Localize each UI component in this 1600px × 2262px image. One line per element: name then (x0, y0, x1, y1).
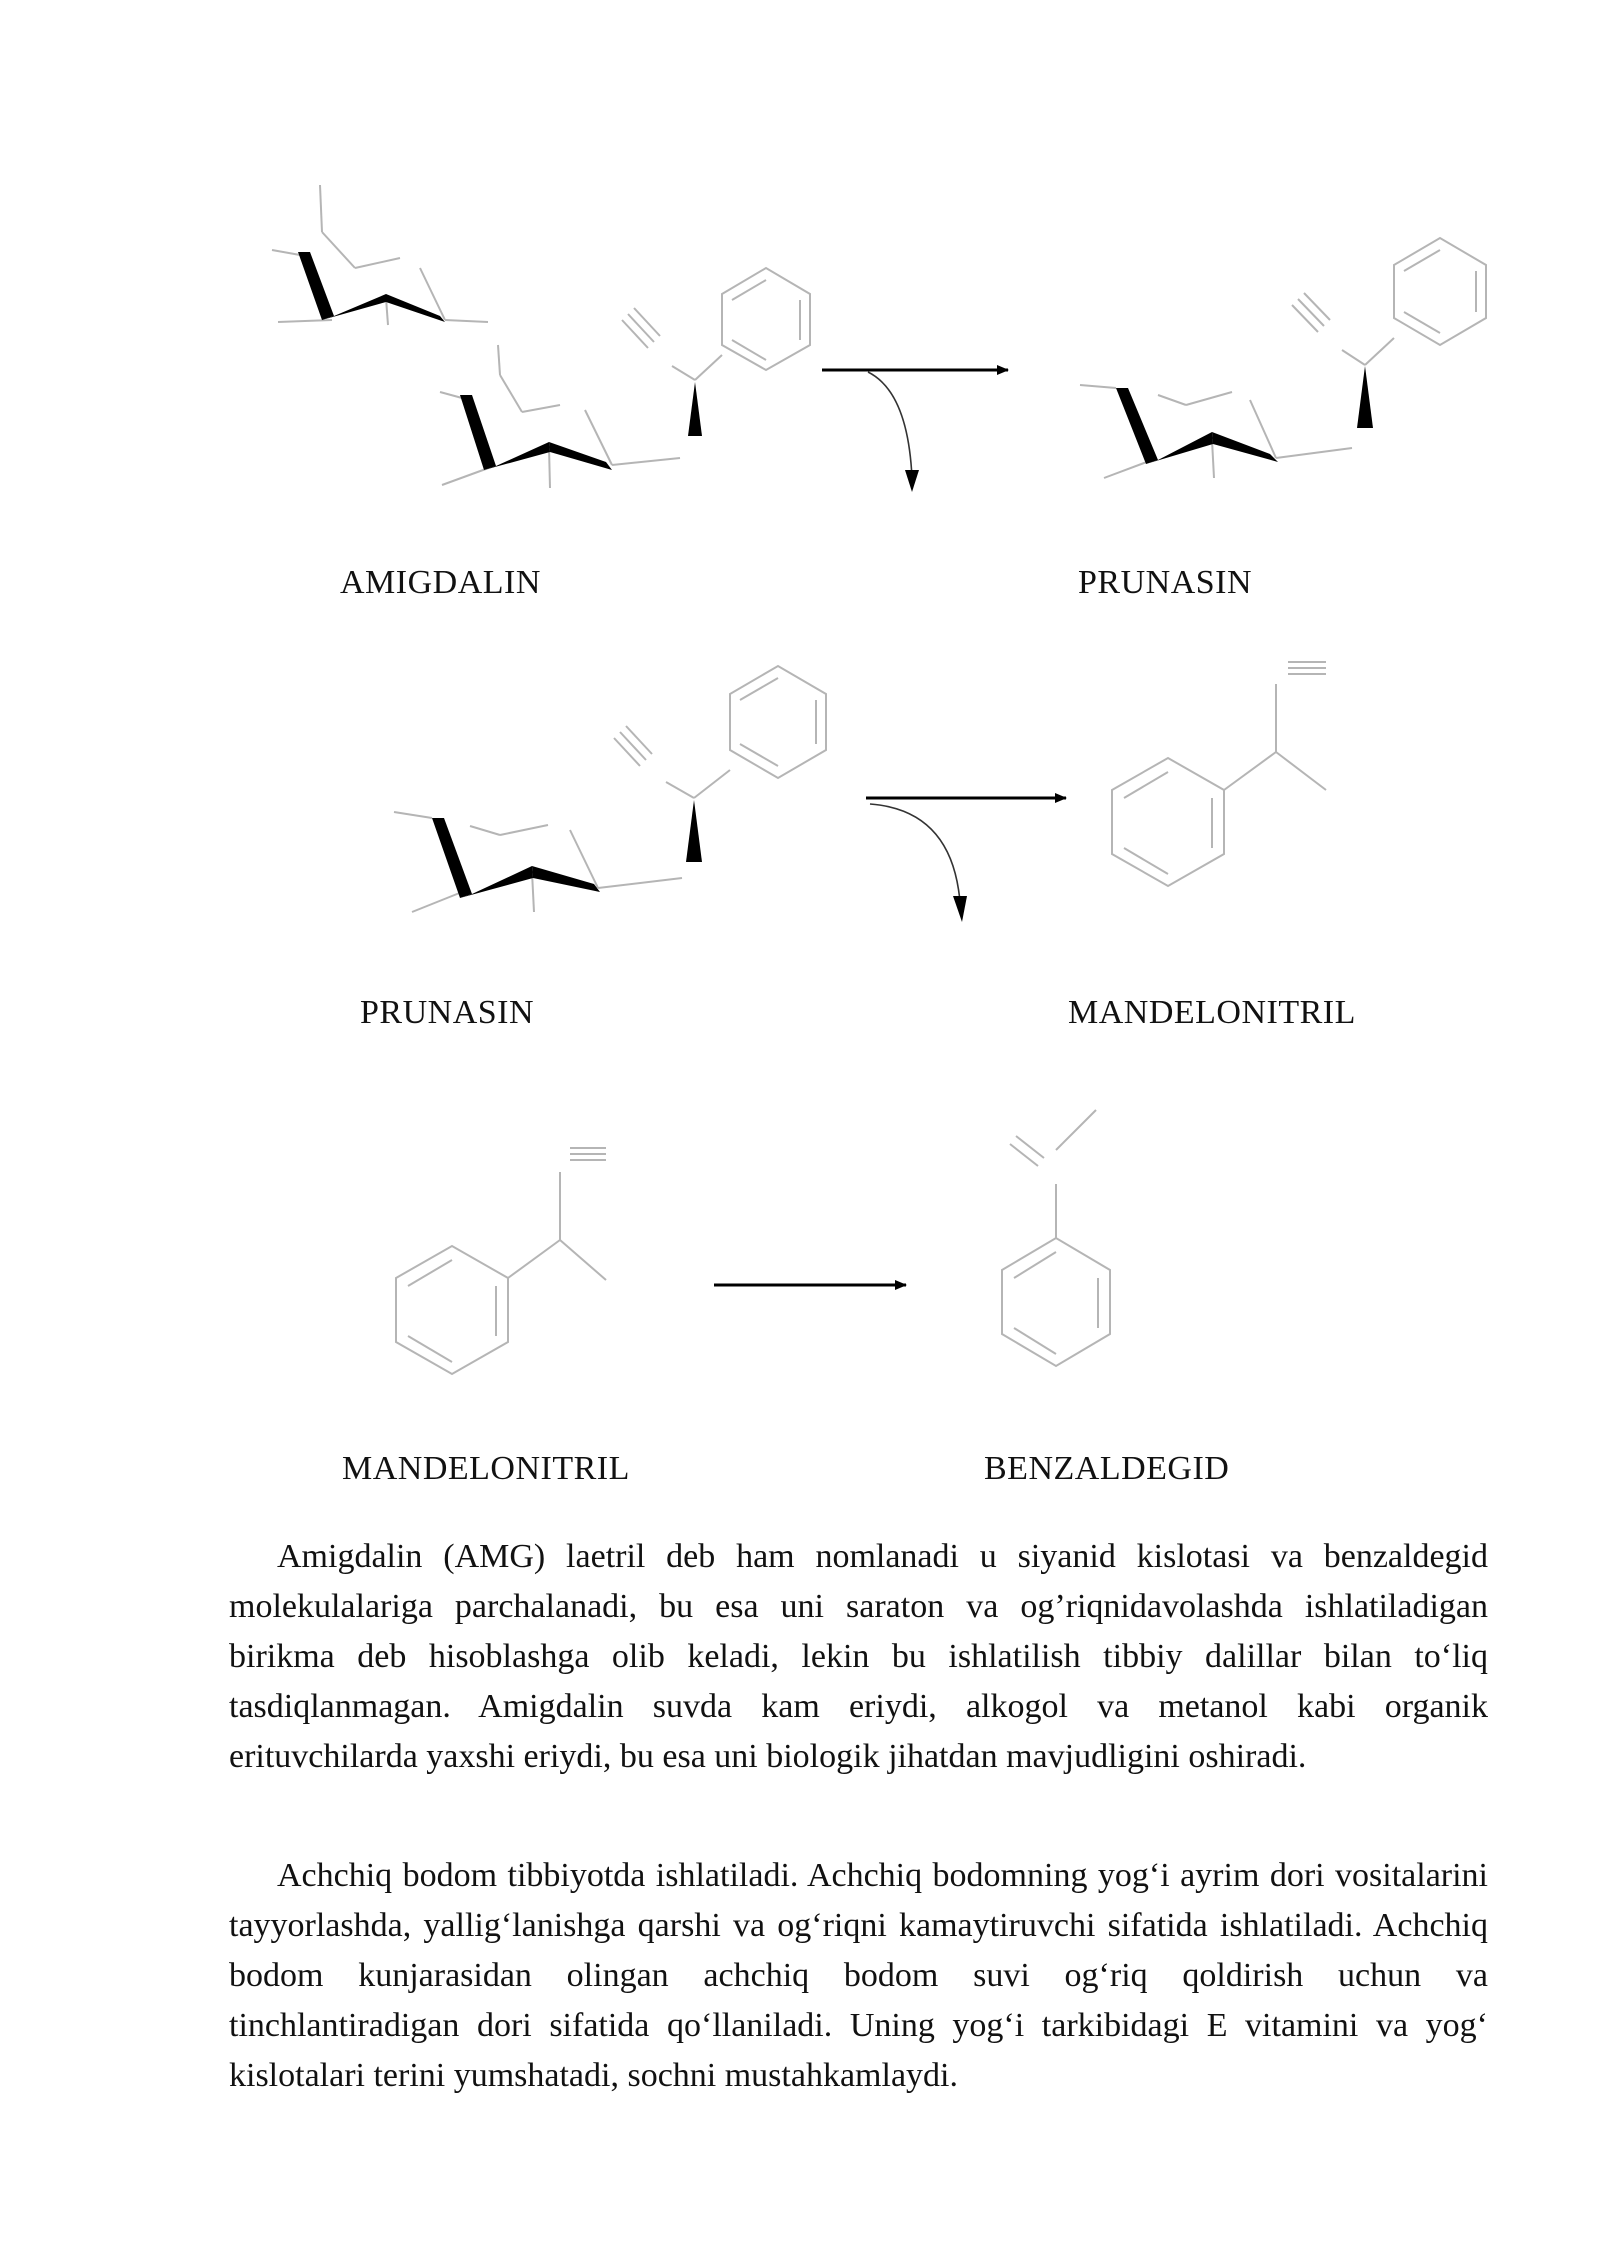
paragraph-amygdalin: Amigdalin (AMG) laetril deb ham nomlanadi u siyanid kislotasi va benzaldegid molekulalariga parchalanadi, bu esa uni saraton va og’riqnidavolashda ishlatiladigan birikma deb hisoblashga olib keladi, lekin bu ishlatilish tibbiy dalillar bilan to‘liq tasdiqlanmagan. Amigdalin suvda kam eriydi, alkogol va metanol kabi organik erituvchilarda yaxshi eriydi, bu esa uni biologik jihatdan mavjudligini oshiradi. (229, 1538, 1488, 1775)
label-mandelonitrile-1: MANDELONITRIL (1068, 994, 1356, 1031)
prunasin-structure-2 (394, 666, 826, 912)
benzaldehyde-structure (1002, 1110, 1110, 1366)
amygdalin-structure (272, 185, 810, 488)
glucose-ring-lower (440, 345, 680, 488)
label-prunasin-2: PRUNASIN (360, 994, 535, 1031)
glucose-ring-upper (272, 185, 488, 325)
mandelonitrile-unit-1 (622, 268, 810, 436)
label-prunasin-1: PRUNASIN (1078, 564, 1253, 601)
mandelonitrile-structure-2 (396, 1148, 606, 1374)
prunasin-structure-1 (1080, 238, 1486, 478)
label-amygdalin: AMIGDALIN (340, 564, 541, 601)
paragraph-bitter-almond: Achchiq bodom tibbiyotda ishlatiladi. Achchiq bodomning yog‘i ayrim dori vositalarini tayyorlashda, yallig‘lanishga qarshi va og‘riqni kamaytiruvchi sifatida ishlatiladi. Achchiq bodom kunjarasidan olingan achchiq bodom suvi og‘riq qoldirish uchun va tinchlantiradigan dori sifatida qo‘llaniladi. Uning yog‘i tarkibidagi E vitamini va yog‘ kislotalari terini yumshatadi, sochni mustahkamlaydi. (229, 1857, 1488, 2094)
side-product-arrow-1 (868, 372, 912, 478)
label-mandelonitrile-2: MANDELONITRIL (342, 1450, 630, 1487)
side-product-arrow-2 (870, 804, 960, 902)
label-benzaldehyde: BENZALDEGID (984, 1450, 1230, 1487)
mandelonitrile-structure-1 (1112, 662, 1326, 886)
